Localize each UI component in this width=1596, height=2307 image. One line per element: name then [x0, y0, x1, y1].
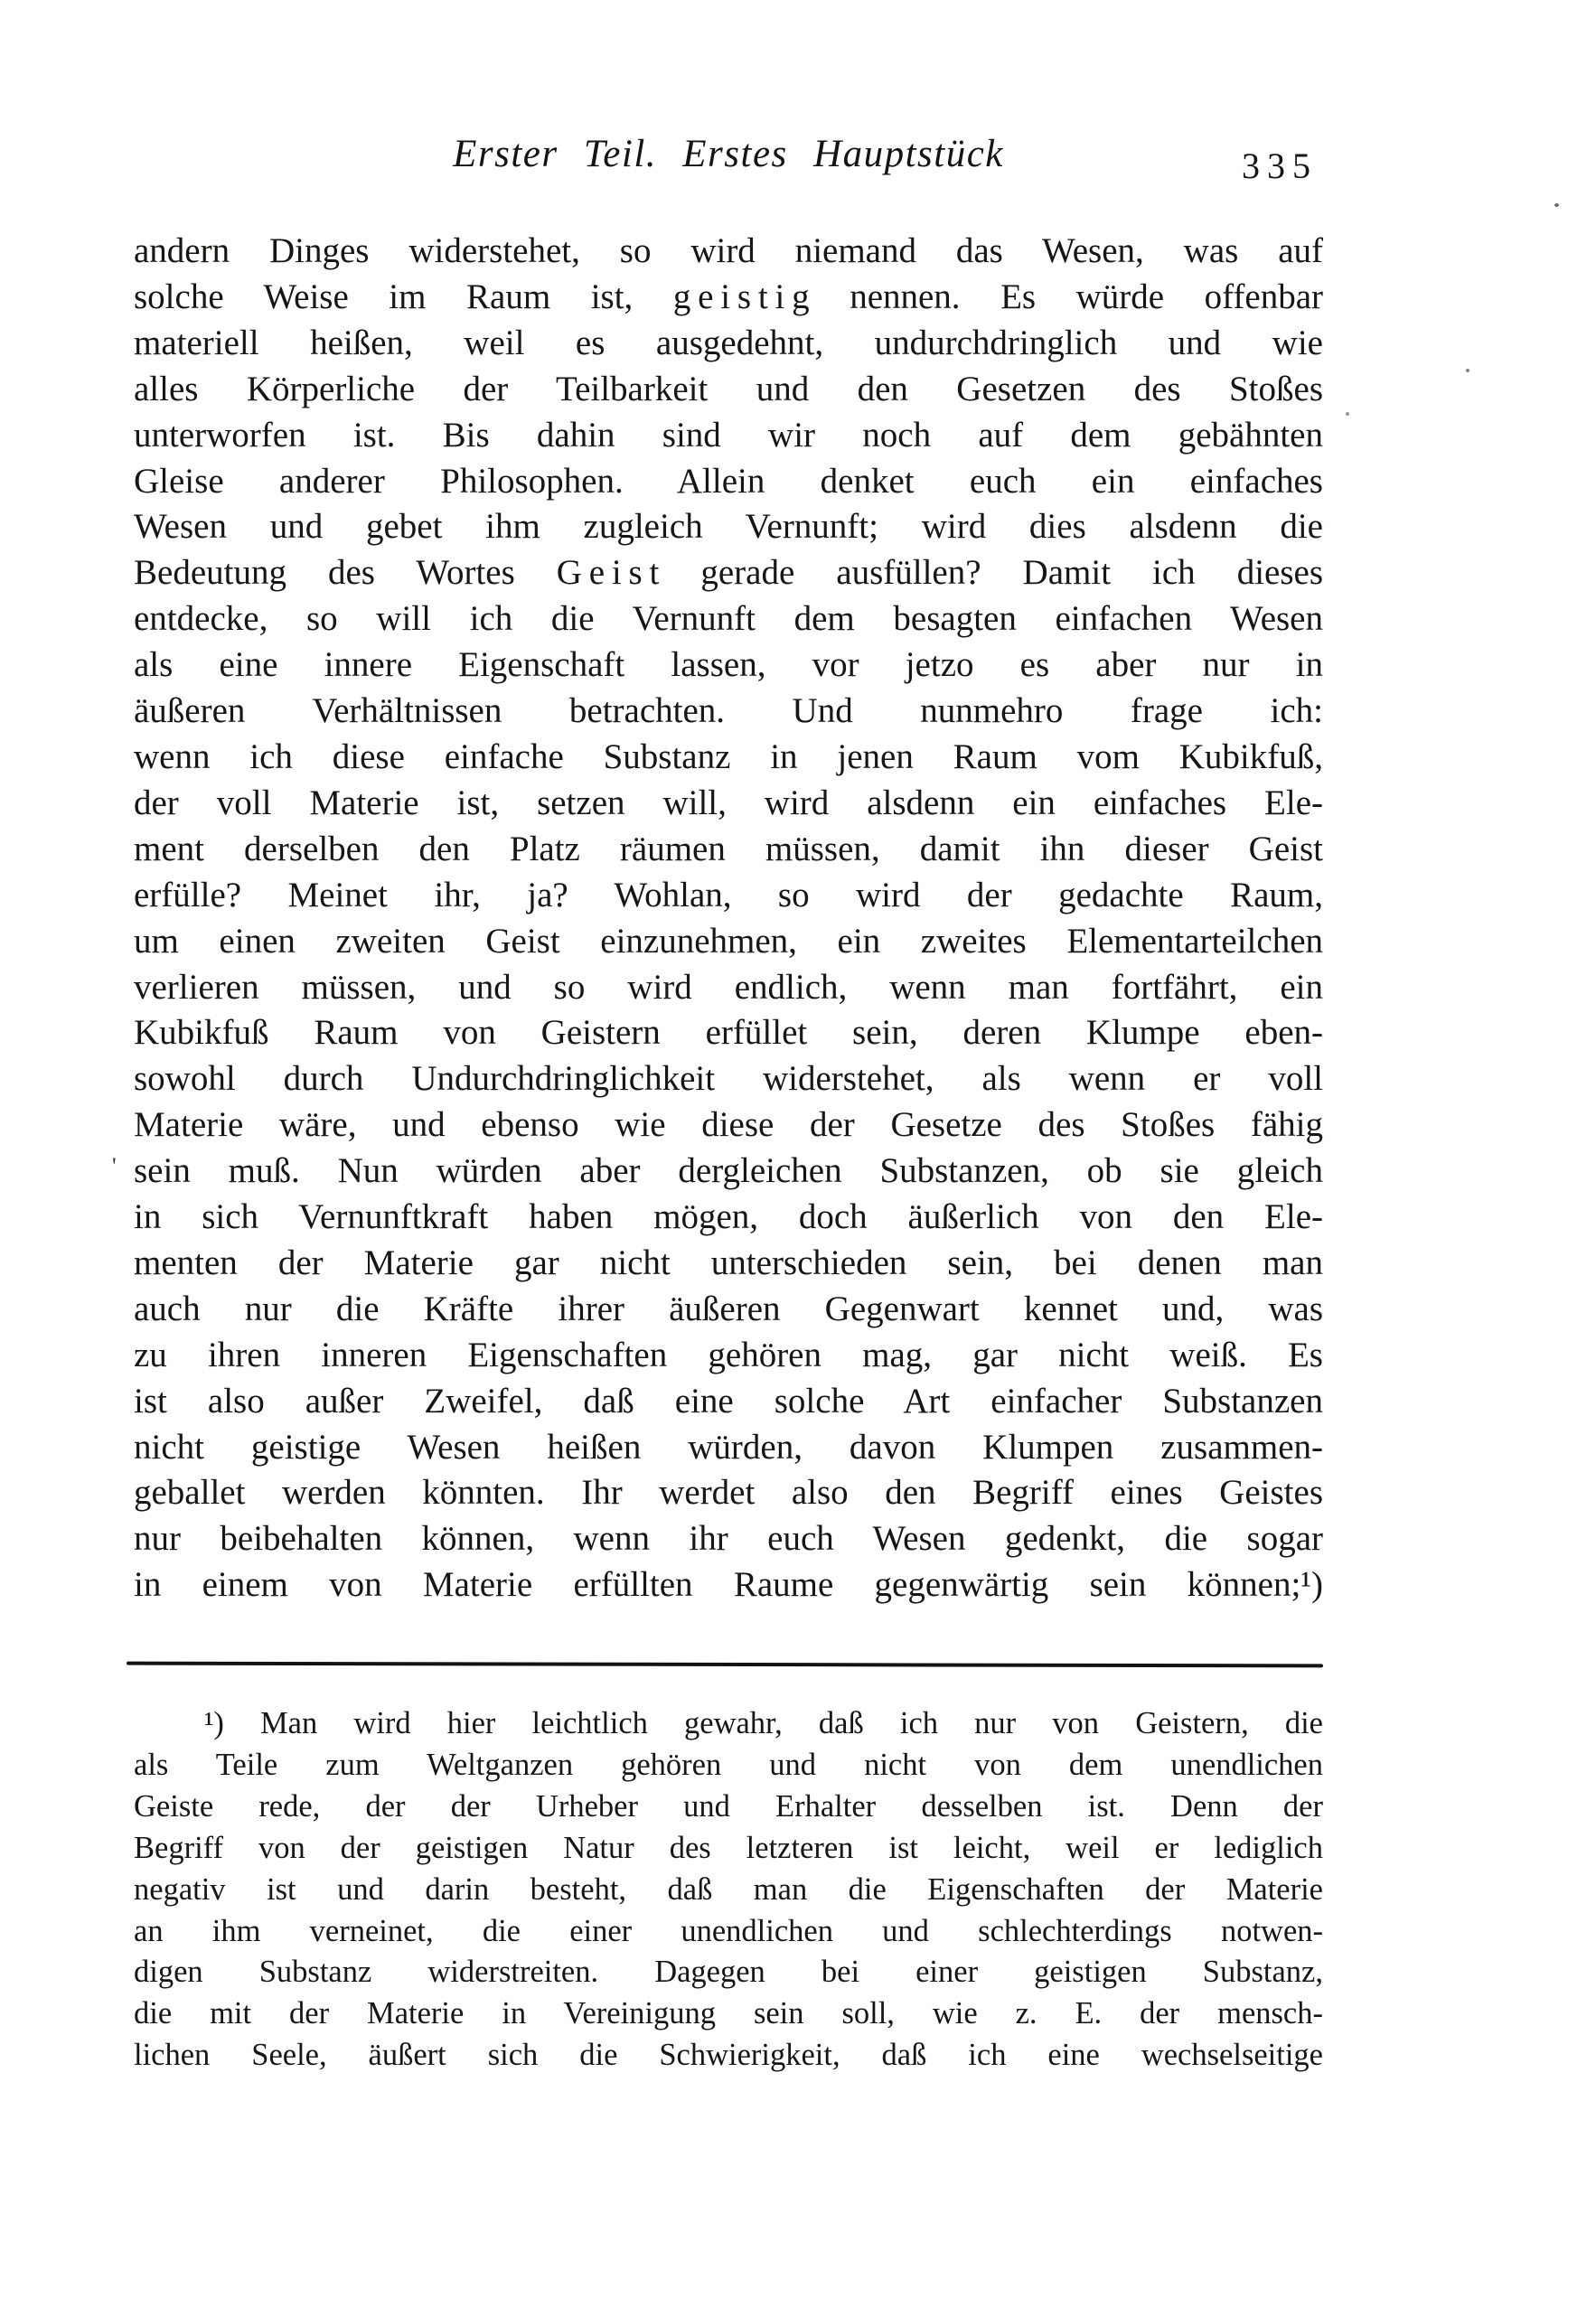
body-text-line: Wesen und gebet ihm zugleich Vernunft; wird dies alsdenn die: [134, 507, 1323, 547]
footnote-text-line: digen Substanz widerstreiten. Dagegen bei einer geistigen Substanz,: [134, 1955, 1323, 1990]
body-text-line: der voll Materie ist, setzen will, wird alsdenn ein einfaches Ele-: [134, 783, 1323, 822]
scan-speck: [1466, 369, 1469, 372]
running-title: Erster Teil. Erstes Hauptstück: [453, 133, 1004, 175]
footnote-text-line: Begriff von der geistigen Natur des letzteren ist leicht, weil er lediglich: [134, 1830, 1323, 1865]
body-text-line: ment derselben den Platz räumen müssen, damit ihn dieser Geist: [134, 829, 1323, 868]
body-text-line: erfülle? Meinet ihr, ja? Wohlan, so wird der gedachte Raum,: [134, 875, 1323, 914]
body-text-line: als eine innere Eigenschaft lassen, vor jetzo es aber nur in: [134, 645, 1323, 685]
body-text-line: verlieren müssen, und so wird endlich, wenn man fortfährt, ein: [134, 967, 1323, 1007]
main-text-block: [134, 229, 1323, 1608]
footnote-text-line: negativ ist und darin besteht, daß man die Eigenschaften der Materie: [134, 1871, 1323, 1907]
footnote-separator-rule: [127, 1662, 1323, 1668]
footnote-text-line: Geiste rede, der der Urheber und Erhalter desselben ist. Denn der: [134, 1788, 1323, 1824]
body-text-line: sowohl durch Undurchdringlichkeit widerstehet, als wenn er voll: [134, 1059, 1323, 1099]
body-text-line: solche Weise im Raum ist, g e i s t i g nennen. Es würde offenbar: [134, 277, 1323, 316]
body-text-line: auch nur die Kräfte ihrer äußeren Gegenwart kennet und, was: [134, 1289, 1323, 1328]
scan-speck: [1346, 412, 1349, 416]
body-text-line: äußeren Verhältnissen betrachten. Und nunmehro frage ich:: [134, 691, 1323, 731]
body-text-line: entdecke, so will ich die Vernunft dem besagten einfachen Wesen: [134, 599, 1323, 639]
body-text-line: nur beibehalten können, wenn ihr euch Wesen gedenkt, die sogar: [134, 1519, 1323, 1559]
body-text-line: zu ihren inneren Eigenschaften gehören mag, gar nicht weiß. Es: [134, 1335, 1323, 1374]
body-text-line: geballet werden könnten. Ihr werdet also den Begriff eines Geistes: [134, 1473, 1323, 1513]
body-text-line: Bedeutung des Wortes G e i s t gerade ausfüllen? Damit ich dieses: [134, 553, 1323, 593]
footnote-text-line: an ihm verneinet, die einer unendlichen und schlechterdings notwen-: [134, 1913, 1323, 1948]
body-text-line: um einen zweiten Geist einzunehmen, ein zweites Elementarteilchen: [134, 921, 1323, 961]
footnote-text-line: ¹) Man wird hier leichtlich gewahr, daß ich nur von Geistern, die: [204, 1706, 1323, 1740]
body-text-line: alles Körperliche der Teilbarkeit und den Gesetzen des Stoßes: [134, 369, 1323, 408]
body-text-line: andern Dinges widerstehet, so wird niemand das Wesen, was auf: [134, 231, 1323, 270]
body-text-line: Kubikfuß Raum von Geistern erfüllet sein, deren Klumpe eben-: [134, 1013, 1323, 1053]
footnote-block: [134, 1703, 1323, 2077]
body-text-line: Gleise anderer Philosophen. Allein denket euch ein einfaches: [134, 461, 1323, 501]
body-text-line: in einem von Materie erfüllten Raume gegenwärtig sein können;¹): [134, 1565, 1323, 1605]
footnote-text-line: die mit der Materie in Vereinigung sein soll, wie z. E. der mensch-: [134, 1996, 1323, 2031]
body-text-line: unterworfen ist. Bis dahin sind wir noch auf dem gebähnten: [134, 415, 1323, 455]
body-text-line: ist also außer Zweifel, daß eine solche Art einfacher Substanzen: [134, 1381, 1323, 1421]
scan-artifact-mark: ': [112, 1153, 117, 1179]
body-text-line: nicht geistige Wesen heißen würden, davon Klumpen zusammen-: [134, 1427, 1323, 1467]
body-text-line: menten der Materie gar nicht unterschieden sein, bei denen man: [134, 1243, 1323, 1282]
body-text-line: sein muß. Nun würden aber dergleichen Substanzen, ob sie gleich: [134, 1151, 1323, 1191]
body-text-line: materiell heißen, weil es ausgedehnt, undurchdringlich und wie: [134, 323, 1323, 362]
body-text-line: in sich Vernunftkraft haben mögen, doch äußerlich von den Ele-: [134, 1197, 1323, 1237]
footnote-text-line: als Teile zum Weltganzen gehören und nicht von dem unendlichen: [134, 1747, 1323, 1782]
page-number: 335: [1242, 145, 1318, 186]
scan-speck: [1554, 203, 1559, 207]
body-text-line: Materie wäre, und ebenso wie diese der Gesetze des Stoßes fähig: [134, 1105, 1323, 1145]
footnote-text-line: lichen Seele, äußert sich die Schwierigkeit, daß ich eine wechselseitige: [134, 2038, 1323, 2073]
body-text-line: wenn ich diese einfache Substanz in jenen Raum vom Kubikfuß,: [134, 736, 1323, 776]
